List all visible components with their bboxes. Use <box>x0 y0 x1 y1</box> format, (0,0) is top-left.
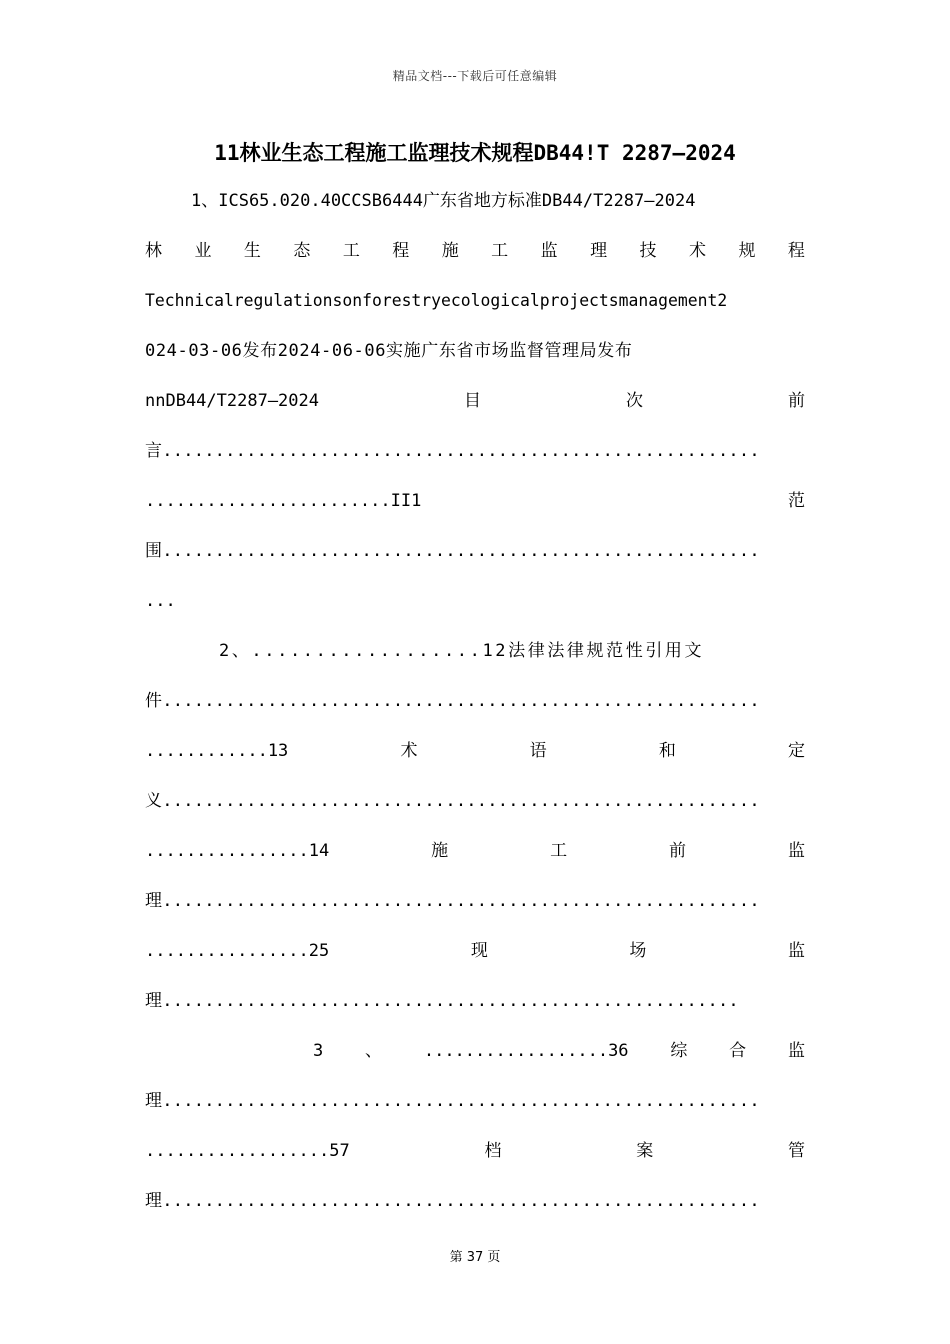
toc-char: 语 <box>529 741 547 761</box>
text-line-4: 024-03-06发布2024-06-06实施广东省市场监督管理局发布 <box>145 341 633 361</box>
spaced-char: 理 <box>590 241 608 261</box>
toc-entry-normative: 2、..................12法律法律规范性引用文 <box>219 641 705 661</box>
toc-char: 案 <box>636 1141 654 1161</box>
spaced-char: 生 <box>243 241 261 261</box>
toc-entry-file: 件......................................................... <box>145 691 760 711</box>
toc-entry-preface: 言......................................................... <box>145 441 760 461</box>
toc-char: 现 <box>470 941 488 961</box>
spaced-char: 规 <box>738 241 756 261</box>
toc-char-1: 目 <box>464 391 481 411</box>
toc-char: 工 <box>550 841 568 861</box>
toc-leader-end: ... <box>145 591 176 611</box>
toc-leader-dots: ................14 <box>145 841 330 861</box>
toc-char: 场 <box>629 941 647 961</box>
header-note: 精品文档---下载后可任意编辑 <box>392 69 558 83</box>
toc-char: 范 <box>788 491 805 511</box>
toc-char: 档 <box>484 1141 502 1161</box>
spaced-char: 林 <box>145 241 162 261</box>
spaced-char: 态 <box>293 241 311 261</box>
text-line-1: 1、ICS65.020.40CCSB6444广东省地方标准DB44/T2287—2024 <box>191 191 696 211</box>
toc-entry-terms-line <box>145 736 805 766</box>
toc-leader-dots: ............13 <box>145 741 289 761</box>
spaced-char: 术 <box>688 241 706 261</box>
toc-char-3: 前 <box>788 391 805 411</box>
page-number: 第 37 页 <box>449 1250 501 1265</box>
spaced-char: 工 <box>491 241 509 261</box>
toc-char: 施 <box>431 841 449 861</box>
toc-leader-dots: ................25 <box>145 941 330 961</box>
text-line-3: Technicalregulationsonforestryecologicalprojectsmanagement2 <box>145 291 728 310</box>
toc-leader-dots: ........................II1 <box>145 491 422 511</box>
toc-char: 综 <box>670 1041 688 1061</box>
toc-char: 监 <box>787 841 805 861</box>
toc-heading-line <box>145 386 805 416</box>
toc-entry-supervision-1: 理......................................................... <box>145 891 760 911</box>
toc-char: 前 <box>669 841 687 861</box>
toc-sep: 、 <box>365 1041 383 1061</box>
toc-char: 定 <box>787 741 805 761</box>
toc-char-2: 次 <box>626 391 643 411</box>
toc-entry-scope-line <box>145 486 805 516</box>
spaced-char: 监 <box>540 241 558 261</box>
toc-entry-preconstruction-line <box>145 836 805 866</box>
toc-entry-supervision-4: 理......................................................... <box>145 1191 760 1211</box>
toc-entry-onsite-line <box>145 936 805 966</box>
toc-entry-scope: 围......................................................... <box>145 541 760 561</box>
toc-char: 合 <box>729 1041 747 1061</box>
toc-entry-archives-line <box>145 1136 805 1166</box>
toc-entry-supervision-3: 理......................................................... <box>145 1091 760 1111</box>
toc-leader-dots: ..................36 <box>423 1041 629 1061</box>
page-title: 11林业生态工程施工监理技术规程DB44!T 2287—2024 <box>214 141 736 165</box>
toc-char: 监 <box>787 941 805 961</box>
toc-char: 监 <box>787 1041 805 1061</box>
toc-entry-supervision-2: 理....................................................... <box>145 991 739 1011</box>
toc-char: 和 <box>658 741 676 761</box>
toc-entry-definition: 义......................................................... <box>145 791 760 811</box>
toc-doc-code: nnDB44/T2287—2024 <box>145 391 319 411</box>
spaced-char: 程 <box>787 241 805 261</box>
toc-number: 3 <box>313 1041 324 1061</box>
toc-char: 术 <box>400 741 418 761</box>
toc-leader-dots: ..................57 <box>145 1141 350 1161</box>
spaced-char: 施 <box>441 241 459 261</box>
toc-entry-comprehensive-line <box>145 1036 805 1066</box>
spaced-char: 程 <box>392 241 410 261</box>
toc-char: 管 <box>788 1141 805 1161</box>
text-line-2 <box>145 236 805 266</box>
spaced-char: 业 <box>194 241 212 261</box>
spaced-char: 技 <box>639 241 657 261</box>
spaced-char: 工 <box>342 241 360 261</box>
